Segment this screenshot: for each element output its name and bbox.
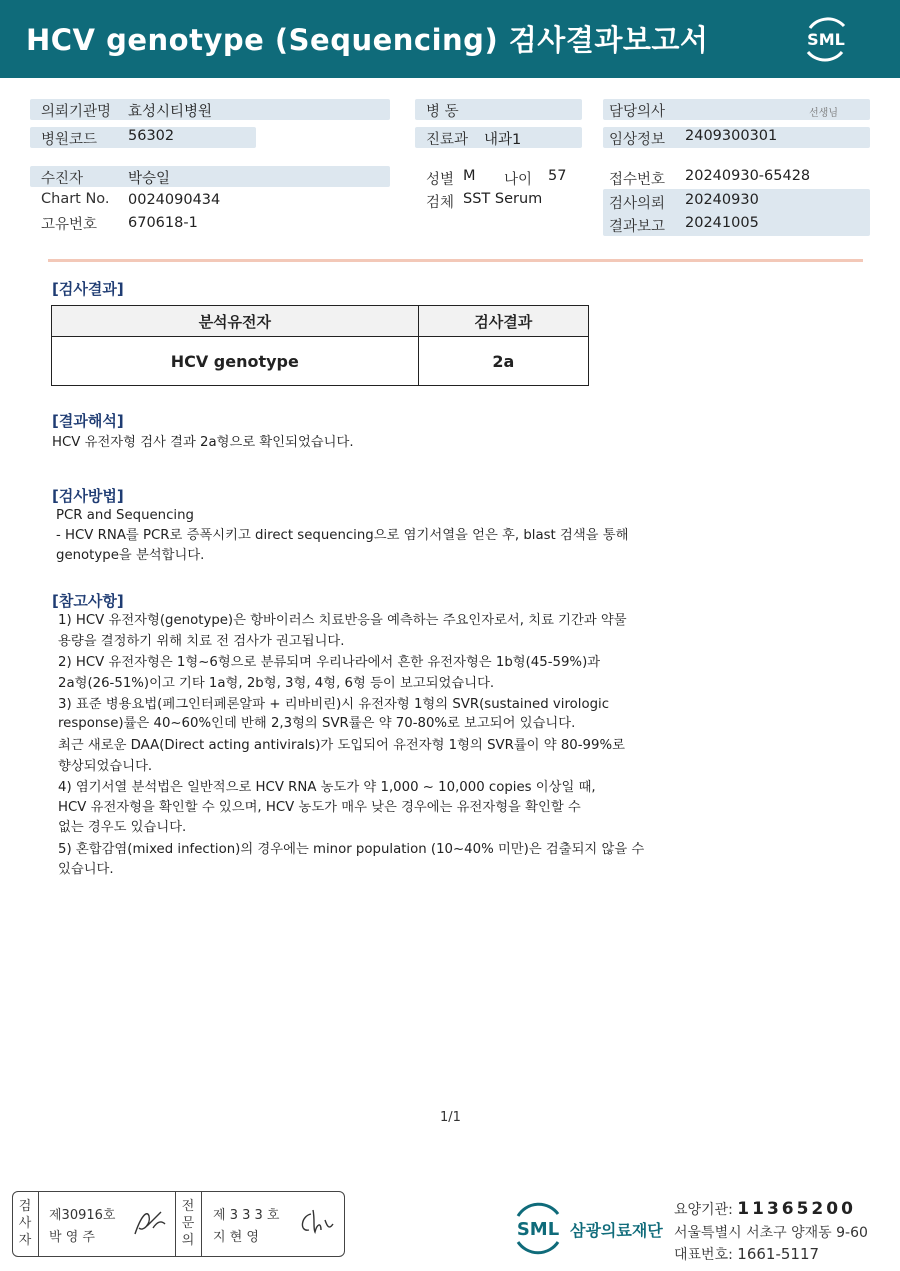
note-line: HCV 유전자형을 확인할 수 있으며, HCV 농도가 매우 낮은 경우에는 유전자형을 확인할 수 [58, 800, 581, 815]
clinical-value: 2409300301 [685, 128, 778, 144]
method-heading: [검사방법] [52, 487, 124, 505]
doctor-label: 담당의사 [609, 104, 666, 120]
age-label: 나이 [504, 172, 533, 188]
note-line: 최근 새로운 DAA(Direct acting antivirals)가 도입되어 유전자형 1형의 SVR률이 약 80-99%로 [58, 738, 625, 753]
institution-code: 11365200 [737, 1199, 856, 1219]
uid-value: 670618-1 [128, 215, 198, 231]
institution-line [674, 1199, 856, 1219]
sml-logo-text: SML [807, 30, 845, 49]
table-row [52, 337, 589, 386]
examiner-label [17, 1198, 33, 1249]
specialist-license: 제 3 3 3 호 [213, 1208, 280, 1223]
results-table [51, 305, 589, 386]
interpretation-heading: [결과해석] [52, 412, 124, 430]
examiner-label-char: 사 [18, 1216, 32, 1231]
note-line: 용량을 결정하기 위해 치료 전 검사가 권고됩니다. [58, 634, 345, 649]
page-number: 1/1 [440, 1110, 461, 1125]
col-result-header: 검사결과 [418, 306, 588, 337]
note-line: 1) HCV 유전자형(genotype)은 항바이러스 치료반응을 예측하는 주요인자로서, 치료 기간과 약물 [58, 613, 627, 628]
patient-label: 수진자 [41, 171, 84, 187]
phone-line [674, 1244, 819, 1264]
sml-logo [800, 14, 852, 64]
specimen-label: 검체 [426, 195, 455, 211]
specimen-value: SST Serum [463, 191, 543, 207]
footer-sml-logo [508, 1200, 568, 1256]
interpretation-text: HCV 유전자형 검사 결과 2a형으로 확인되었습니다. [52, 435, 354, 450]
requesting-org-label: 의뢰기관명 [41, 104, 112, 120]
ward-label: 병 동 [426, 104, 459, 120]
note-line: 5) 혼합감염(mixed infection)의 경우에는 minor population (10~40% 미만)은 검출되지 않을 수 [58, 842, 645, 857]
specialist-label-char: 전 [181, 1199, 195, 1214]
hospital-code: 56302 [128, 128, 175, 144]
method-line: genotype을 분석합니다. [56, 548, 205, 563]
method-line: - HCV RNA를 PCR로 증폭시키고 direct sequencing으로 염기서열을 얻은 후, blast 검색을 통해 [56, 528, 629, 543]
report-date: 20241005 [685, 215, 759, 231]
result-cell: 2a [418, 337, 588, 386]
patient-bar [30, 166, 390, 187]
footer-logo-text: SML [516, 1219, 560, 1240]
hospital-code-label: 병원코드 [41, 132, 98, 148]
specialist-signature [295, 1206, 335, 1240]
phone-number: 1661-5117 [737, 1245, 820, 1263]
footer-address: 서울특별시 서초구 양재동 9-60 [674, 1225, 868, 1241]
examiner-label-char: 자 [18, 1233, 32, 1248]
note-line: 3) 표준 병용요법(페그인터페론알파 + 리바비린)시 유전자형 1형의 SVR(sustained virologic [58, 697, 610, 712]
gene-cell: HCV genotype [52, 337, 419, 386]
note-line: 2) HCV 유전자형은 1형~6형으로 분류되며 우리나라에서 흔한 유전자형은 1b형(45-59%)과 [58, 655, 601, 670]
examiner-label-char: 검 [18, 1199, 32, 1214]
chart-label: Chart No. [41, 191, 110, 207]
results-header-row [52, 306, 589, 337]
report-title: HCV genotype (Sequencing) 검사결과보고서 [26, 23, 709, 57]
method-line: PCR and Sequencing [56, 508, 194, 523]
specialist-label [180, 1198, 196, 1249]
receipt-label: 접수번호 [609, 172, 666, 188]
dept-value: 내과1 [484, 132, 522, 148]
cell-divider [201, 1192, 202, 1256]
uid-label: 고유번호 [41, 217, 98, 233]
requesting-org: 효성시티병원 [128, 104, 213, 120]
notes-heading: [참고사항] [52, 592, 124, 610]
dept-label: 진료과 [426, 132, 469, 148]
request-label: 검사의뢰 [609, 196, 666, 212]
doctor-suffix: 선생님 [809, 108, 838, 119]
specialist-label-char: 의 [181, 1233, 195, 1248]
phone-label: 대표번호: [674, 1247, 733, 1263]
note-line: 4) 염기서열 분석법은 일반적으로 HCV RNA 농도가 약 1,000 ~ 10,000 copies 이상일 때, [58, 780, 596, 795]
note-line: 향상되었습니다. [58, 759, 153, 774]
receipt-value: 20240930-65428 [685, 168, 811, 184]
age-value: 57 [548, 168, 567, 184]
section-divider [48, 259, 863, 262]
specialist-label-char: 문 [181, 1216, 195, 1231]
footer-org-name: 삼광의료재단 [570, 1221, 663, 1240]
request-date: 20240930 [685, 192, 759, 208]
signature-box [12, 1191, 345, 1257]
note-line: response)률은 40~60%인데 반해 2,3형의 SVR률은 약 70-80%로 보고되어 있습니다. [58, 716, 576, 731]
examiner-license: 제30916호 [49, 1208, 116, 1223]
note-line: 없는 경우도 있습니다. [58, 820, 187, 835]
clinical-label: 임상정보 [609, 132, 666, 148]
cell-divider [38, 1192, 39, 1256]
sex-label: 성별 [426, 172, 455, 188]
examiner-name: 박 영 주 [49, 1230, 95, 1245]
patient-name: 박승일 [128, 171, 171, 187]
chart-number: 0024090434 [128, 192, 221, 208]
examiner-signature [131, 1206, 171, 1240]
note-line: 2a형(26-51%)이고 기타 1a형, 2b형, 3형, 4형, 6형 등이 보고되었습니다. [58, 676, 495, 691]
institution-label: 요양기관: [674, 1202, 733, 1218]
note-line: 있습니다. [58, 862, 114, 877]
cell-divider [175, 1192, 176, 1256]
specialist-name: 지 현 영 [213, 1230, 259, 1245]
report-label: 결과보고 [609, 219, 666, 235]
sex-value: M [463, 168, 476, 184]
col-gene-header: 분석유전자 [52, 306, 419, 337]
results-heading: [검사결과] [52, 280, 124, 298]
